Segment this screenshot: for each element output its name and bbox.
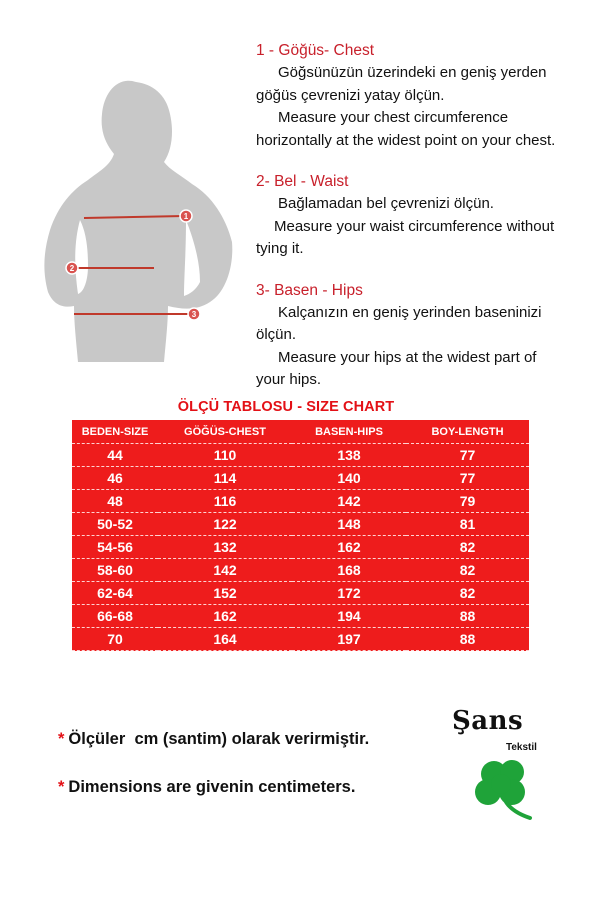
cell-chest: 164	[158, 628, 292, 651]
cell-chest: 142	[158, 559, 292, 582]
cell-chest: 162	[158, 605, 292, 628]
section-line: Measure your chest circumference	[278, 109, 509, 126]
logo-subtitle: Tekstil	[506, 742, 537, 753]
body-measurement-figure	[36, 70, 246, 370]
section-line: Bağlamadan bel çevrenizi ölçün.	[278, 195, 494, 212]
logo-name: Şans	[452, 706, 524, 736]
four-leaf-clover-icon	[468, 756, 538, 824]
section-line: göğüs çevrenizi yatay ölçün.	[256, 86, 445, 104]
cell-hips: 140	[292, 467, 406, 490]
cell-size: 54-56	[72, 536, 158, 559]
section-title: 3- Basen - Hips	[256, 281, 363, 299]
section-line: Measure your hips at the widest part of	[278, 348, 537, 366]
cell-length: 79	[406, 490, 529, 513]
cell-size: 48	[72, 490, 158, 513]
table-row	[72, 559, 529, 582]
section-title: 2- Bel - Waist	[256, 173, 349, 190]
note-text: Dimensions are givenin centimeters.	[68, 778, 356, 796]
section-line: Measure your waist circumference without	[274, 217, 555, 235]
table-row	[72, 513, 529, 536]
cell-size: 70	[72, 628, 158, 651]
table-row	[72, 605, 529, 628]
section-chest	[256, 40, 596, 152]
note-star: *	[58, 778, 65, 796]
cell-size: 58-60	[72, 559, 158, 582]
cell-hips: 138	[292, 444, 406, 467]
cell-hips: 172	[292, 582, 406, 605]
section-line: horizontally at the widest point on your chest.	[256, 131, 556, 149]
silhouette-shape	[44, 81, 232, 362]
table-row	[72, 536, 529, 559]
svg-text:3: 3	[191, 310, 197, 319]
cell-chest: 114	[158, 467, 292, 490]
table-header-row	[72, 420, 529, 444]
svg-text:1: 1	[183, 212, 189, 221]
cell-length: 82	[406, 536, 529, 559]
cell-length: 88	[406, 605, 529, 628]
section-hips	[256, 280, 596, 392]
section-title: 1 - Göğüs- Chest	[256, 42, 375, 59]
table-row	[72, 490, 529, 513]
table-row	[72, 467, 529, 490]
header-chest: GÖĞÜS-CHEST	[158, 420, 292, 444]
cell-chest: 110	[158, 444, 292, 467]
cell-hips: 148	[292, 513, 406, 536]
measurement-instructions	[256, 40, 596, 411]
section-line: ölçün.	[256, 326, 297, 343]
cell-size: 66-68	[72, 605, 158, 628]
table-row	[72, 628, 529, 651]
cell-length: 77	[406, 467, 529, 490]
marker-chest	[180, 210, 192, 222]
header-hips: BASEN-HIPS	[292, 420, 406, 444]
table-row	[72, 444, 529, 467]
size-chart-title: ÖLÇÜ TABLOSU - SIZE CHART	[177, 399, 395, 415]
cell-chest: 152	[158, 582, 292, 605]
section-line: your hips.	[256, 371, 322, 388]
body-silhouette	[36, 70, 246, 370]
section-line: Kalçanızın en geniş yerinden baseninizi	[278, 303, 542, 321]
brand-logo	[446, 706, 566, 826]
cell-chest: 122	[158, 513, 292, 536]
cell-length: 88	[406, 628, 529, 651]
cell-length: 82	[406, 559, 529, 582]
cell-hips: 162	[292, 536, 406, 559]
cell-size: 50-52	[72, 513, 158, 536]
svg-text:2: 2	[69, 264, 75, 273]
cell-chest: 116	[158, 490, 292, 513]
note-turkish	[58, 730, 369, 749]
note-english	[58, 778, 355, 797]
marker-waist	[66, 262, 78, 274]
section-line: tying it.	[256, 240, 304, 257]
cell-chest: 132	[158, 536, 292, 559]
cell-size: 44	[72, 444, 158, 467]
marker-hips	[188, 308, 200, 320]
section-line: Göğsünüzün üzerindeki en geniş yerden	[278, 64, 547, 81]
header-length: BOY-LENGTH	[406, 420, 529, 444]
table-row	[72, 582, 529, 605]
cell-hips: 168	[292, 559, 406, 582]
cell-hips: 142	[292, 490, 406, 513]
section-waist	[256, 171, 596, 261]
cell-size: 62-64	[72, 582, 158, 605]
note-star: *	[58, 730, 65, 748]
cell-hips: 197	[292, 628, 406, 651]
cell-length: 81	[406, 513, 529, 536]
cell-length: 77	[406, 444, 529, 467]
cell-hips: 194	[292, 605, 406, 628]
header-size: BEDEN-SIZE	[72, 420, 158, 444]
size-chart-table	[72, 420, 529, 651]
cell-length: 82	[406, 582, 529, 605]
cell-size: 46	[72, 467, 158, 490]
note-text: Ölçüler cm (santim) olarak verirmiştir.	[68, 730, 370, 748]
